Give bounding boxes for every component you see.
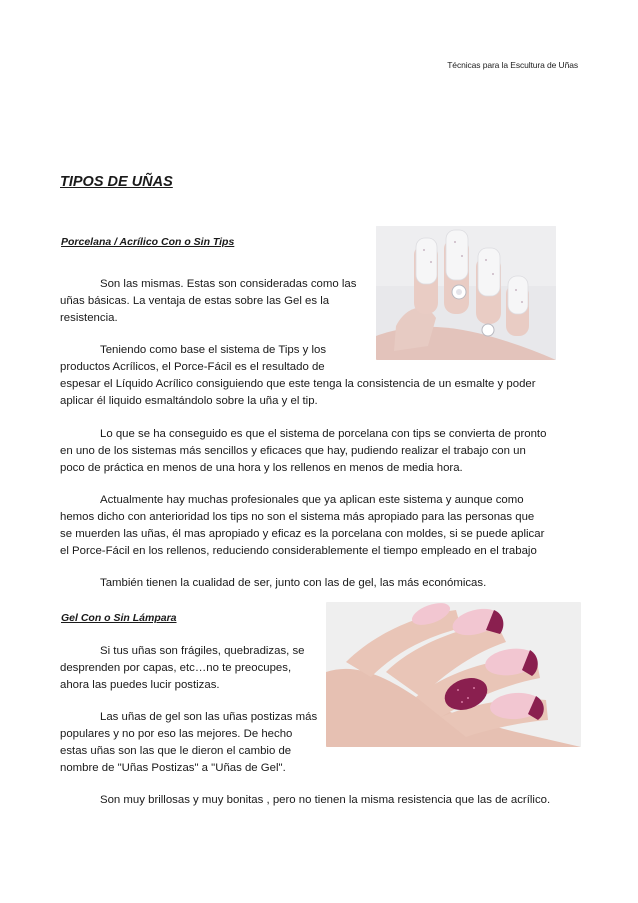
paragraph-actualmente-l2: hemos dicho con anterioridad los tips no son el sistema más apropiado para las personas que (60, 511, 535, 523)
paragraph-basicas-l1: Son las mismas. Estas son consideradas como las (100, 278, 357, 290)
paragraph-porcefacil-l2: productos Acrílicos, el Porce-Fácil es el resultado de (60, 361, 325, 373)
section-subtitle-porcelana: Porcelana / Acrílico Con o Sin Tips (61, 236, 235, 248)
paragraph-conseguido-l2: en uno de los sistemas más sencillos y eficaces que hay, pudiendo realizar el trabajo con un (60, 445, 526, 457)
running-header: Técnicas para la Escultura de Uñas (447, 60, 578, 70)
paragraph-gel-l3: estas uñas son las que le dieron el cambio de (60, 745, 292, 757)
section-subtitle-gel: Gel Con o Sin Lámpara (61, 612, 177, 624)
paragraph-actualmente-l1: Actualmente hay muchas profesionales que ya aplican este sistema y aunque como (100, 494, 524, 506)
paragraph-actualmente-l4: el Porce-Fácil en los rellenos, reduciendo considerablemente el tiempo empleado en el trabajo (60, 545, 537, 557)
paragraph-economicas: También tienen la cualidad de ser, junto con las de gel, las más económicas. (100, 577, 487, 589)
paragraph-porcefacil-l4: aplicar él liquido esmaltándolo sobre la uña y el tip. (60, 395, 318, 407)
paragraph-conseguido-l1: Lo que se ha conseguido es que el sistema de porcelana con tips se convierta de pronto (100, 428, 547, 440)
paragraph-porcefacil-l1: Teniendo como base el sistema de Tips y los (100, 344, 327, 356)
paragraph-gel-l1: Las uñas de gel son las uñas postizas más (100, 711, 318, 723)
paragraph-conseguido-l3: poco de práctica en menos de una hora y los rellenos en menos de media hora. (60, 462, 463, 474)
paragraph-gel-l2: populares y no por eso las mejores. De hecho (60, 728, 293, 740)
paragraph-fragiles-l3: ahora las puedes lucir postizas. (60, 679, 220, 691)
paragraph-gel-l4: nombre de "Uñas Postizas" a "Uñas de Gel". (60, 762, 286, 774)
paragraph-porcefacil-l3: espesar el Líquido Acrílico consiguiendo que este tenga la consistencia de un esmalte y poder (60, 378, 536, 390)
paragraph-fragiles-l1: Si tus uñas son frágiles, quebradizas, se (100, 645, 305, 657)
paragraph-fragiles-l2: desprenden por capas, etc…no te preocupes, (60, 662, 292, 674)
paragraph-actualmente-l3: se muerden las uñas, él mas apropiado y eficaz es la porcelana con moldes, si se puede aplicar (60, 528, 545, 540)
paragraph-basicas-l2: uñas básicas. La ventaja de estas sobre las Gel es la (60, 295, 330, 307)
page-title: TIPOS DE UÑAS (60, 174, 173, 190)
paragraph-basicas-l3: resistencia. (60, 312, 118, 324)
paragraph-brillosas: Son muy brillosas y muy bonitas , pero no tienen la misma resistencia que las de acrílico. (100, 794, 551, 806)
